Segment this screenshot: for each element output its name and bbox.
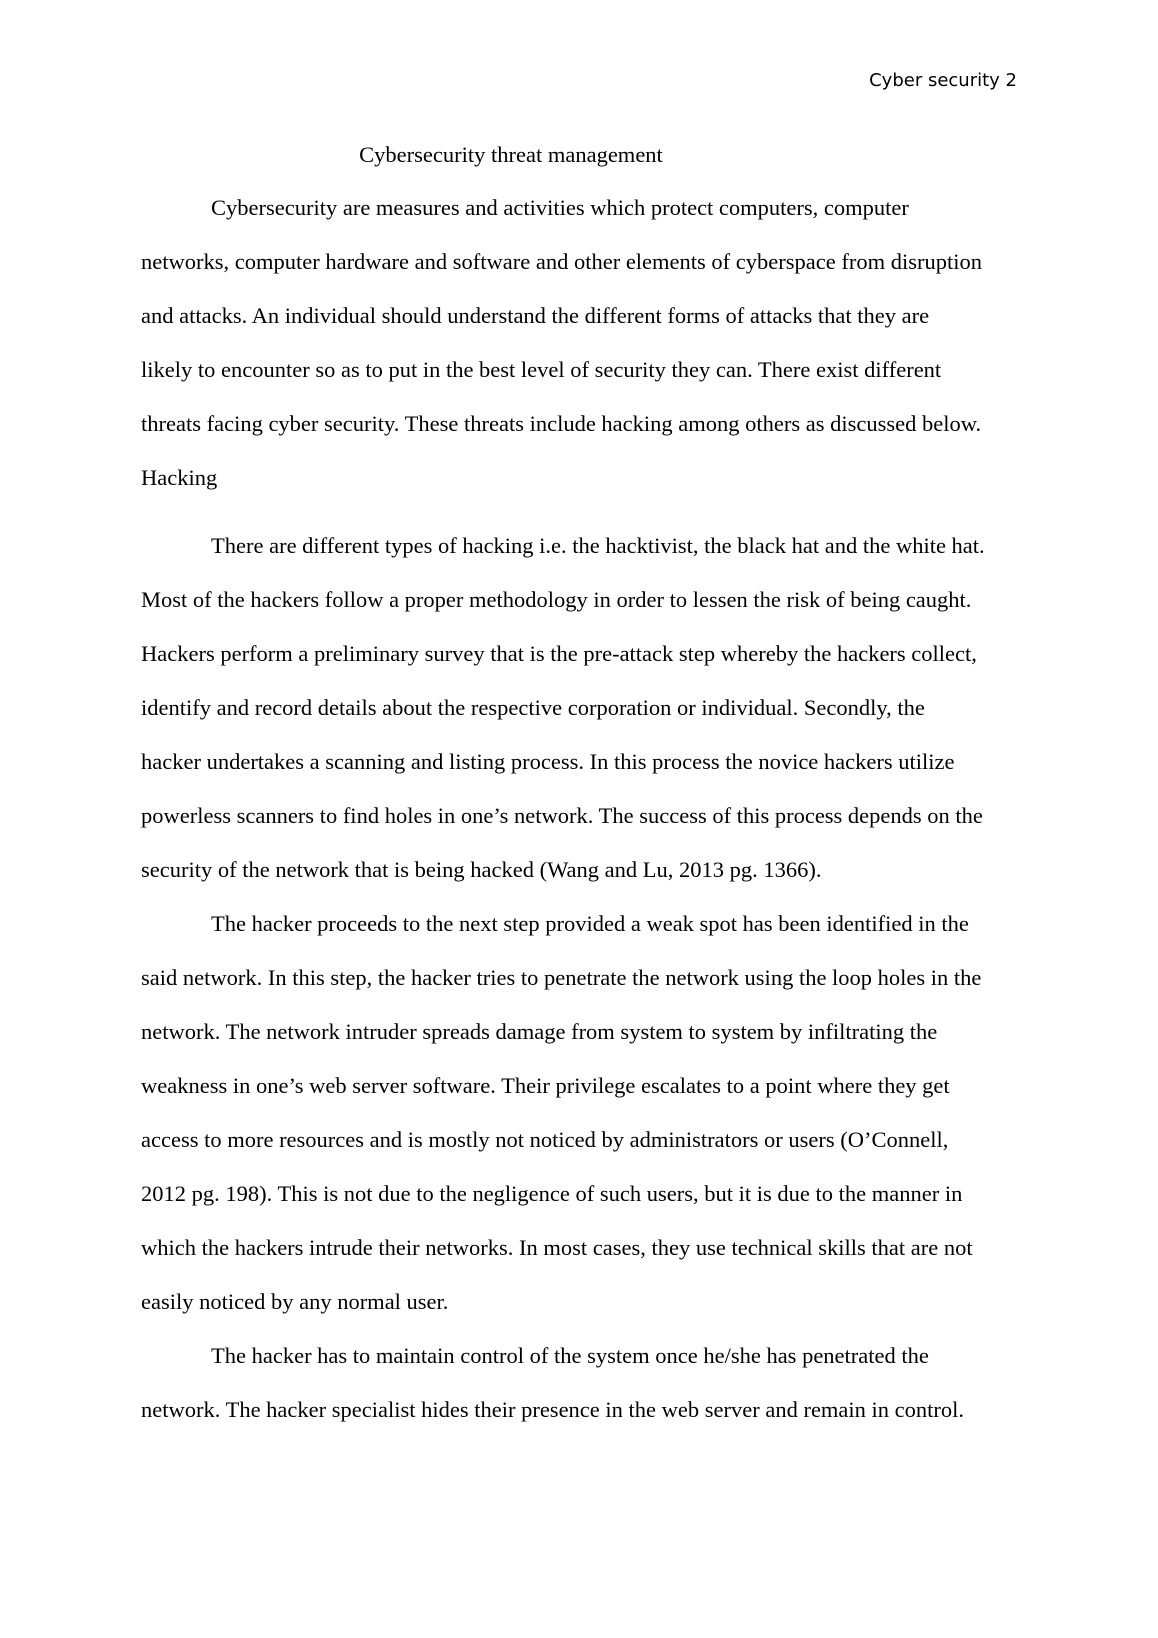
text-line: Most of the hackers follow a proper methodology in order to lessen the risk of being caught. (141, 587, 972, 612)
text-line: Hackers perform a preliminary survey that is the pre-attack step whereby the hackers collect, (141, 641, 977, 666)
hacking-paragraph-3 (141, 1339, 1021, 1433)
text-line: powerless scanners to find holes in one’s network. The success of this process depends on the (141, 803, 983, 828)
text-line: network. The hacker specialist hides their presence in the web server and remain in control. (141, 1397, 965, 1422)
text-line: which the hackers intrude their networks. In most cases, they use technical skills that are not (141, 1235, 973, 1260)
document-title: Cybersecurity threat management (359, 142, 663, 167)
text-line: There are different types of hacking i.e. the hacktivist, the black hat and the white hat. (211, 533, 985, 558)
text-line: identify and record details about the respective corporation or individual. Secondly, the (141, 695, 925, 720)
section-heading-hacking: Hacking (141, 465, 218, 490)
text-line: network. The network intruder spreads damage from system to system by infiltrating the (141, 1019, 938, 1044)
text-line: threats facing cyber security. These threats include hacking among others as discussed below. (141, 411, 982, 436)
text-line: hacker undertakes a scanning and listing process. In this process the novice hackers utilize (141, 749, 955, 774)
hacking-paragraph-2 (141, 907, 1021, 1325)
running-head: Cyber security 2 (869, 70, 1017, 91)
text-line: networks, computer hardware and software and other elements of cyberspace from disruption (141, 249, 982, 274)
text-line: Cybersecurity are measures and activities which protect computers, computer (211, 195, 909, 220)
text-line: security of the network that is being hacked (Wang and Lu, 2013 pg. 1366). (141, 857, 822, 882)
document-body (141, 138, 1021, 1447)
text-line: 2012 pg. 198). This is not due to the negligence of such users, but it is due to the manner in (141, 1181, 963, 1206)
intro-paragraph (141, 191, 1021, 447)
text-line: said network. In this step, the hacker tries to penetrate the network using the loop holes in the (141, 965, 982, 990)
text-line: weakness in one’s web server software. Their privilege escalates to a point where they get (141, 1073, 950, 1098)
text-line: and attacks. An individual should understand the different forms of attacks that they are (141, 303, 930, 328)
text-line: likely to encounter so as to put in the best level of security they can. There exist different (141, 357, 942, 382)
text-line: The hacker has to maintain control of the system once he/she has penetrated the (211, 1343, 929, 1368)
hacking-paragraph-1 (141, 529, 1021, 893)
text-line: access to more resources and is mostly not noticed by administrators or users (O’Connell, (141, 1127, 949, 1152)
text-line: easily noticed by any normal user. (141, 1289, 449, 1314)
text-line: The hacker proceeds to the next step provided a weak spot has been identified in the (211, 911, 969, 936)
